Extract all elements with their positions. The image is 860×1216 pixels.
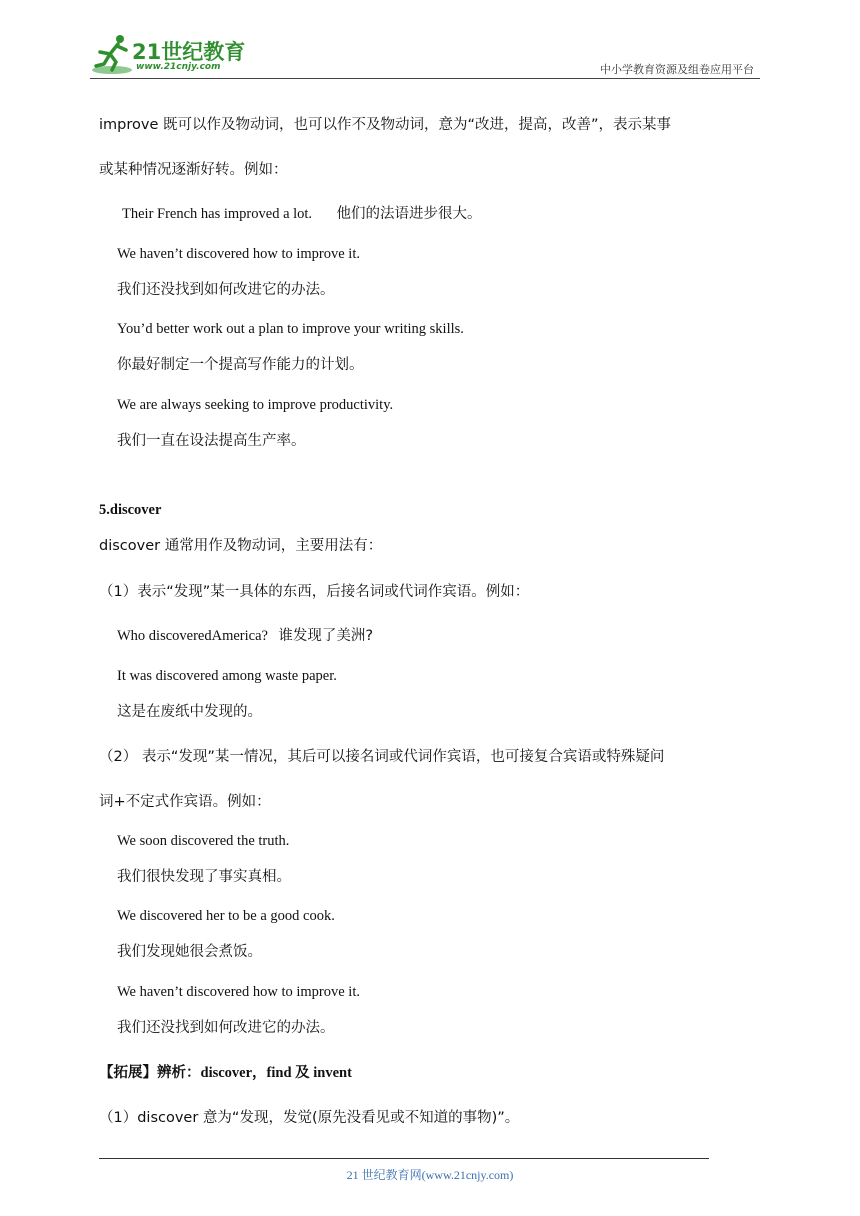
header-divider: [90, 78, 760, 79]
example-8-cn: 我们发现她很会煮饭。: [117, 944, 262, 960]
example-4-cn: 我们一直在设法提高生产率。: [117, 433, 306, 449]
usage-item-2-line1: （2） 表示“发现”某一情况，其后可以接名词或代词作宾语，也可接复合宾语或特殊疑问: [99, 749, 665, 765]
example-3-en: You’d better work out a plan to improve your writing skills.: [117, 321, 464, 337]
example-1: [122, 202, 482, 223]
paragraph-discover: discover 通常用作及物动词，主要用法有：: [99, 538, 383, 554]
page-header: [90, 30, 760, 80]
extension-title-label: 【拓展】辨析：: [99, 1065, 201, 1081]
example-7-cn: 我们很快发现了事实真相。: [117, 869, 291, 885]
footer-text: 21 世纪教育网(www.21cnjy.com): [346, 1168, 514, 1182]
logo-url: www.21cnjy.com: [136, 62, 221, 72]
example-8-en: We discovered her to be a good cook.: [117, 908, 335, 924]
extension-title-invent: invent: [309, 1065, 352, 1081]
section-title-discover: 5.discover: [99, 502, 162, 518]
paragraph-improve-line1: improve 既可以作及物动词，也可以作不及物动词，意为“改进，提高，改善”，表示某事: [99, 117, 672, 133]
header-platform-text: 中小学教育资源及组卷应用平台: [600, 63, 754, 76]
runner-logo-icon: [90, 32, 136, 76]
example-4-en: We are always seeking to improve productivity.: [117, 397, 394, 413]
example-1-en: Their French has improved a lot.: [122, 206, 313, 222]
example-9-cn: 我们还没找到如何改进它的办法。: [117, 1020, 335, 1036]
usage-item-1: （1）表示“发现”某一具体的东西，后接名词或代词作宾语。例如：: [99, 584, 530, 600]
example-5: [117, 624, 373, 645]
extension-title-words: discover，find: [200, 1065, 296, 1081]
example-5-en: Who discoveredAmerica?: [117, 628, 268, 644]
example-2-en: We haven’t discovered how to improve it.: [117, 246, 360, 262]
example-7-en: We soon discovered the truth.: [117, 833, 290, 849]
example-9-en: We haven’t discovered how to improve it.: [117, 984, 360, 1000]
example-6-cn: 这是在废纸中发现的。: [117, 704, 262, 720]
example-3-cn: 你最好制定一个提高写作能力的计划。: [117, 357, 364, 373]
example-6-en: It was discovered among waste paper.: [117, 668, 337, 684]
example-5-cn: 谁发现了美洲?: [278, 628, 374, 644]
example-1-cn: 他们的法语进步很大。: [336, 206, 482, 222]
paragraph-improve-line2: 或某种情况逐渐好转。例如：: [99, 162, 288, 178]
extension-title-and: 及: [295, 1065, 310, 1081]
logo: [90, 32, 260, 76]
usage-item-2-line2: 词+不定式作宾语。例如：: [99, 794, 271, 810]
extension-title: [99, 1061, 352, 1082]
logo-text: 21世纪教育: [132, 40, 246, 64]
example-2-cn: 我们还没找到如何改进它的办法。: [117, 282, 335, 298]
extension-item-1: （1）discover 意为“发现，发觉(原先没看见或不知道的事物)”。: [99, 1110, 520, 1126]
footer-divider: [99, 1158, 709, 1159]
